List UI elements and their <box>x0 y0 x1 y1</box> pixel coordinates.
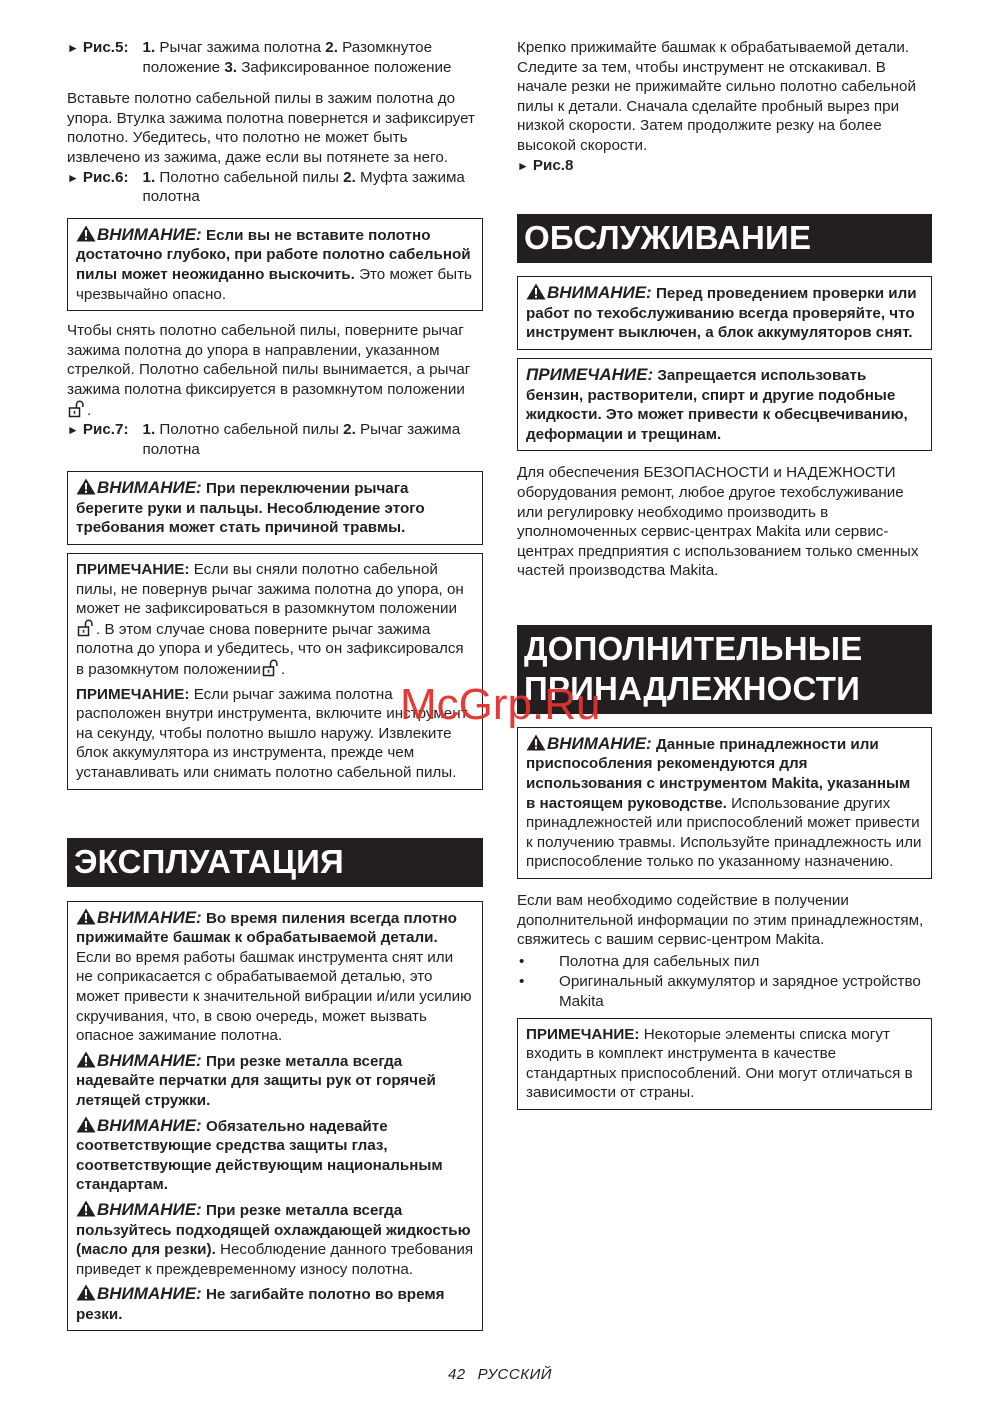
unlocked-padlock-icon <box>68 400 86 418</box>
arrow-icon: ► <box>67 41 79 55</box>
arrow-icon: ► <box>67 423 79 438</box>
list-item: • Полотна для сабельных пил <box>519 952 760 970</box>
service-paragraph: Для обеспечения БЕЗОПАСНОСТИ и НАДЕЖНОСТИ оборудования ремонт, любое другое техобслуживание или регулировку необходимо производить в уполномоченных сервис-центрах Makita или сервис-центрах предприятия с использованием только сменных частей производства Makita. <box>517 464 919 580</box>
warning-triangle-icon <box>526 283 546 300</box>
install-paragraph: Вставьте полотно сабельной пилы в зажим полотна до упора. Втулка зажима полотна повернется и зафиксирует полотно. Убедитесь, что полотно не может быть извлечено из зажима, даже если вы потянете за него. <box>67 90 475 166</box>
fig8-caption <box>517 156 932 177</box>
fig5-caption: ► Рис.5: 1. Рычаг зажима полотна 2. Разомкнутое положение 3. Зафиксированное положение <box>67 39 452 76</box>
watermark: McGrp.Ru <box>400 680 601 729</box>
warning-triangle-icon <box>526 734 546 751</box>
warning-triangle-icon <box>76 1284 96 1301</box>
fig5-label: Рис.5: <box>82 39 129 56</box>
fig6-label: Рис.6: <box>82 168 129 186</box>
warning-box-maintenance: ВНИМАНИЕ: Перед проведением проверки или работ по техобслуживанию всегда проверяйте, что инструмент выключен, а блок аккумуляторов снят. <box>517 276 932 350</box>
page-number: 42 <box>447 1366 466 1383</box>
arrow-icon: ► <box>517 158 529 173</box>
section-title-maintenance: ОБСЛУЖИВАНИЕ <box>517 214 932 263</box>
list-item: • Оригинальный аккумулятор и зарядное устройство Makita <box>519 973 921 1010</box>
warning-box-lever: ВНИМАНИЕ: При переключении рычага берегите руки и пальцы. Несоблюдение этого требования может стать причиной травмы. <box>67 471 483 545</box>
warning-box-accessories: ВНИМАНИЕ: Данные принадлежности или приспособления рекомендуются для использования с инструментом Makita, указанным в настоящем руководстве. Использование других принадлежностей или приспособлений может привести к получению травмы. Используйте принадлежность или приспособление только по указанному назначению. <box>517 727 932 879</box>
accessories-info-paragraph: Если вам необходимо содействие в получении дополнительной информации по этим принадлежностям, свяжитесь с вашим сервис-центром Makita. <box>517 892 924 949</box>
warning-triangle-icon <box>76 478 96 495</box>
right-column <box>517 38 932 1110</box>
warning-triangle-icon <box>76 1051 96 1068</box>
remove-paragraph: Чтобы снять полотно сабельной пилы, поверните рычаг зажима полотна до упора в направлении, указанном стрелкой. Полотно сабельной пилы вынимается, а рычаг зажима полотна фиксируется в разомкнутом положении. <box>67 322 471 419</box>
fig7-caption: ► Рис.7: 1. Полотно сабельной пилы 2. Рычаг зажима полотна <box>67 421 461 458</box>
footer-language: РУССКИЙ <box>477 1366 553 1383</box>
unlocked-padlock-icon <box>262 659 280 677</box>
section-title-accessories: ДОПОЛНИТЕЛЬНЫЕ ПРИНАДЛЕЖНОСТИ <box>517 625 932 714</box>
page-footer <box>0 1366 1000 1383</box>
warning-box-operation: ВНИМАНИЕ: Во время пиления всегда плотно прижимайте башмак к обрабатываемой детали. Если во время работы башмак инструмента снят или не соприкасается с обрабатываемой деталью, это может привести к значительной вибрации и/или усилию скручивания, что, в свою очередь, может вызвать опасное зажимание полотна. ВНИМАНИЕ: При резке металла всегда надевайте перчатки для защиты рук от горячей летящей стружки. ВНИМАНИЕ: Обязательно надевайте соответствующие средства защиты глаз, соответствующие действующим национальным стандартам. ВНИМАНИЕ: При резке металла всегда пользуйтесь подходящей охлаждающей жидкостью (масло для резки). Несоблюдение данного требования приведет к преждевременному износу полотна. ВНИМАНИЕ: Не загибайте полотно во время резки. <box>67 901 483 1332</box>
arrow-icon: ► <box>67 170 79 185</box>
fig7-label: Рис.7: <box>82 421 129 439</box>
fig6-caption: ► Рис.6: 1. Полотно сабельной пилы 2. Муфта зажима полотна <box>67 168 465 206</box>
pressing-paragraph: Крепко прижимайте башмак к обрабатываемой детали. Следите за тем, чтобы инструмент не отскакивал. В начале резки не прижимайте сильно полотно сабельной пилы к детали. Сначала сделайте пробный вырез при низкой скорости. Затем продолжите резку на более высокой скорости. <box>517 39 916 154</box>
unlocked-padlock-icon <box>77 619 95 637</box>
note-box-solvents: ПРИМЕЧАНИЕ: Запрещается использовать бензин, растворители, спирт и другие подобные жидкости. Это может привести к обесцвечиванию, деформации и трещинам. <box>517 358 932 451</box>
warning-triangle-icon <box>76 1116 96 1133</box>
warning-triangle-icon <box>76 225 96 242</box>
accessories-list <box>517 952 932 1012</box>
note-box-accessories: ПРИМЕЧАНИЕ: Некоторые элементы списка могут входить в комплект инструмента в качестве стандартных приспособлений. Они могут отличаться в зависимости от страны. <box>517 1018 932 1110</box>
warning-triangle-icon <box>76 1200 96 1217</box>
warning-triangle-icon <box>76 908 96 925</box>
note-box-lever: ПРИМЕЧАНИЕ: Если вы сняли полотно сабельной пилы, не повернув рычаг зажима полотна до упора, он может не зафиксироваться в разомкнутом положении. В этом случае снова поверните рычаг зажима полотна до упора и убедитесь, что он зафиксировался в разомкнутом положении . ПРИМЕЧАНИЕ: Если рычаг зажима полотна расположен внутри инструмента, включите инструмент на секунду, чтобы полотно вышло наружу. Извлеките блок аккумулятора из инструмента, прежде чем устанавливать или снимать полотно сабельной пилы. <box>67 553 483 790</box>
section-title-operation: ЭКСПЛУАТАЦИЯ <box>67 838 483 887</box>
fig8-label: Рис.8 <box>532 156 574 174</box>
warning-box-insert: ВНИМАНИЕ: Если вы не вставите полотно достаточно глубоко, при работе полотно сабельной пилы может неожиданно выскочить. Это может быть чрезвычайно опасно. <box>67 218 483 311</box>
